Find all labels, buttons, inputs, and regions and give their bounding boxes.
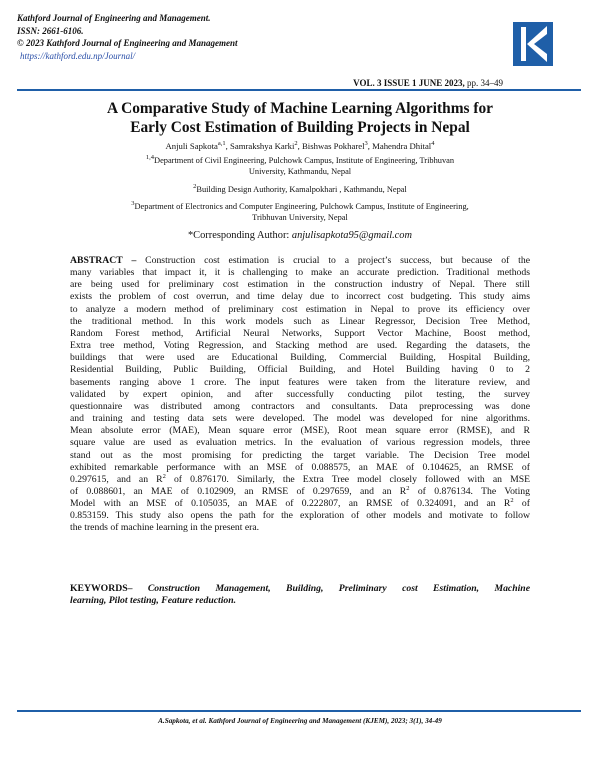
author-name: Mahendra Dhital xyxy=(372,141,432,151)
affiliation xyxy=(60,201,540,224)
author-sup: 3 xyxy=(364,140,368,148)
journal-copyright: © 2023 Kathford Journal of Engineering and Management xyxy=(17,38,238,48)
abstract-line: stand out as the most promising for predicting the target variable. The Decision Tree model xyxy=(70,449,530,461)
author-sup: 4 xyxy=(431,140,435,148)
keywords-line: learning, Pilot testing, Feature reduction. xyxy=(70,595,237,607)
footer-citation: A.Sapkota, et al. Kathford Journal of Engineering and Management (KJEM), 2023; 3(1), 34-49 xyxy=(158,717,442,725)
affiliation xyxy=(60,155,540,178)
author-name: Anjuli Sapkota xyxy=(165,141,218,151)
author-sup: 2 xyxy=(294,140,298,148)
abstract-line: questionnaire was distributed among contractors and consultants. Data preprocessing was done xyxy=(70,400,530,412)
keywords-line: KEYWORDS– Construction Management, Building, Preliminary cost Estimation, Machine xyxy=(70,583,530,594)
header-rule xyxy=(17,89,581,91)
abstract-line: to analyze a modern method of preliminary cost estimation in Nepal to prove its efficiency over xyxy=(70,303,530,315)
abstract-line: validated by expert opinion, and after successfully conducting pilot testing, the survey xyxy=(70,388,530,400)
keywords xyxy=(70,583,530,607)
abstract-line: Extra tree method, Voting Regression, and Stacking method are used. Regarding the datasets, the xyxy=(70,340,530,352)
abstract-line: of 0.088601, an MAE of 0.102909, an RMSE of 0.297659, and an $R^2$ of 0.876134. The Voting xyxy=(70,484,530,497)
corresponding-email-link[interactable]: anjulisapkota95@gmail.com xyxy=(291,230,412,241)
abstract xyxy=(70,255,530,535)
author-sup: a,1 xyxy=(217,140,226,148)
author-name: Bishwas Pokharel xyxy=(302,141,365,151)
affiliation-sup: 1,4 xyxy=(145,154,155,162)
abstract-line: basements ranging above 1 crore. The input features were taken from the literature review, and xyxy=(70,376,530,388)
affiliation-line: Department of Civil Engineering, Pulchowk Campus, Institute of Engineering, Tribhuvan xyxy=(154,156,455,165)
paper-title xyxy=(40,99,560,137)
affiliation-sup: 2 xyxy=(193,183,197,191)
abstract-line: exists the problem of cost overrun, and time delay due to incorrect cost budgeting. This study aims xyxy=(70,291,530,303)
keywords-heading: KEYWORDS– xyxy=(70,583,133,594)
affiliation-line: Department of Electronics and Computer Engineering, Pulchowk Campus, Institute of Engineering, xyxy=(134,202,469,211)
author-name: Samrakshya Karki xyxy=(230,141,295,151)
corresponding-author xyxy=(60,229,540,242)
footer-rule xyxy=(17,710,581,712)
abstract-line: the trends of machine learning in the present era. xyxy=(70,522,260,534)
journal-header xyxy=(17,12,437,50)
logo-stem xyxy=(521,27,526,61)
abstract-heading: ABSTRACT – xyxy=(70,255,137,266)
affiliation-line: Tribhuvan University, Nepal xyxy=(252,213,348,223)
volume-issue: VOL. 3 ISSUE 1 JUNE 2023, xyxy=(353,78,465,88)
corresponding-label: *Corresponding Author: xyxy=(187,230,292,241)
abstract-line: Random Forest method, Artificial Neural Networks, Support Vector Machine, Boost method, xyxy=(70,327,530,339)
title-line: A Comparative Study of Machine Learning Algorithms for xyxy=(106,100,494,117)
abstract-line: and training and testing data sets were developed. The model was developed for nine algorithms. xyxy=(70,413,530,425)
journal-issn: ISSN: 2661-6106. xyxy=(17,25,84,36)
journal-url-link[interactable]: https://kathford.edu.np/Journal/ xyxy=(20,51,136,61)
volume-info xyxy=(353,78,503,88)
abstract-line: 0.297615, and an $R^2$ of 0.876170. Similarly, the Extra Tree model closely followed with an MSE xyxy=(70,472,530,485)
affiliation xyxy=(60,184,540,195)
abstract-line: square value are used as evaluation metrics. In the evaluation of various regression models, three xyxy=(70,437,530,449)
abstract-line: are being used for preliminary cost estimation in the construction industry of Nepal. There still xyxy=(70,279,530,291)
abstract-line: Residential Building, Public Building, Official Building, and Hotel Building having 0 to 2 xyxy=(70,364,530,376)
abstract-line: the traditional method. In this work models such as Linear Regressor, Decision Tree Method, xyxy=(70,315,530,327)
abstract-line: Mean absolute error (MAE), Mean square error (MSE), Root mean square error (RMSE), and R xyxy=(70,425,530,437)
abstract-line: buildings that were used are Educational Building, Commercial Building, Hospital Building, xyxy=(70,352,530,364)
affiliation-sup: 3 xyxy=(131,200,135,208)
author-list: Anjuli Sapkota$^{a,1}$, Samrakshya Karki$^2$, Bishwas Pokharel$^3$, Mahendra Dhital$^4$ xyxy=(165,140,435,151)
journal-logo-icon xyxy=(513,22,553,66)
journal-name: Kathford Journal of Engineering and Management. xyxy=(17,13,211,23)
affiliation-line: Building Design Authority, Kamalpokhari , Kathmandu, Nepal xyxy=(196,185,407,194)
abstract-line: exhibited remarkable performance with an MSE of 0.088575, an MAE of 0.104625, an RMSE of xyxy=(70,461,530,473)
affiliation-line: University, Kathmandu, Nepal xyxy=(248,167,352,177)
abstract-line: many variables that impact it, it is challenging to make an accurate prediction. Traditional methods xyxy=(70,267,530,279)
abstract-line: ABSTRACT – Construction cost estimation is crucial to a project’s success, but because of the xyxy=(70,255,530,266)
title-line: Early Cost Estimation of Building Projects in Nepal xyxy=(130,119,470,136)
abstract-line: 0.853159. This study also opens the path for the exploration of other models and motivate to follow xyxy=(70,510,530,522)
abstract-line: Model with an MSE of 0.105035, an MAE of 0.222807, an RMSE of 0.324091, and an $R^2$ of xyxy=(70,496,530,510)
page-range: pp. 34–49 xyxy=(467,78,503,88)
